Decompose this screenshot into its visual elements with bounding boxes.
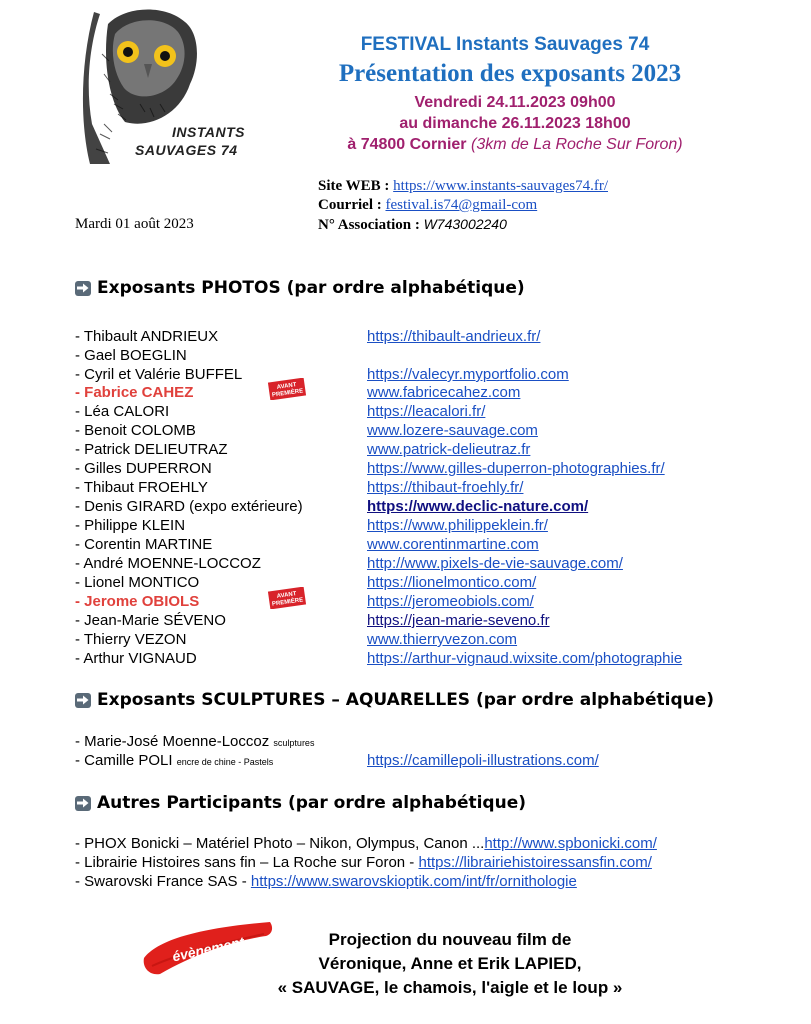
list-item xyxy=(75,554,261,573)
list-item xyxy=(75,327,218,346)
list-item xyxy=(75,611,226,630)
exhibitor-note: encre de chine - Pastels xyxy=(176,757,274,767)
exhibitor-link[interactable]: https://valecyr.myportfolio.com xyxy=(367,366,569,383)
exhibitor-name: - Gilles DUPERRON xyxy=(75,460,212,477)
arrow-right-icon xyxy=(75,693,91,708)
exhibitor-link[interactable]: https://jean-marie-seveno.fr xyxy=(367,612,550,629)
list-item xyxy=(75,732,314,751)
place-line xyxy=(330,136,700,154)
section-photos-heading xyxy=(75,278,525,298)
list-item xyxy=(75,834,657,853)
exhibitor-link[interactable]: https://thibaut-froehly.fr/ xyxy=(367,479,524,496)
list-item xyxy=(75,630,186,649)
list-item-link xyxy=(367,535,539,554)
web-line xyxy=(318,178,608,195)
presentation-title: Présentation des exposants 2023 xyxy=(338,60,682,87)
list-item xyxy=(75,478,208,497)
mail-link[interactable]: festival.is74@gmail-com xyxy=(385,197,538,213)
list-item xyxy=(75,497,303,516)
list-item-link xyxy=(367,383,520,402)
participant-text: - Swarovski France SAS - xyxy=(75,873,251,890)
section-autres-title: Autres Participants (par ordre alphabétique) xyxy=(97,793,527,813)
festival-title: FESTIVAL Instants Sauvages 74 xyxy=(360,34,650,55)
list-item-link xyxy=(367,497,588,516)
place-city: à 74800 Cornier xyxy=(347,136,467,153)
exhibitor-name: - Thibaut FROEHLY xyxy=(75,479,208,496)
owl-logo xyxy=(80,4,270,169)
mail-line xyxy=(318,197,537,214)
exhibitor-link[interactable]: www.lozere-sauvage.com xyxy=(367,422,538,439)
date-line-2: au dimanche 26.11.2023 18h00 xyxy=(399,115,631,132)
exhibitor-name: - Patrick DELIEUTRAZ xyxy=(75,441,228,458)
web-link[interactable]: https://www.instants-sauvages74.fr/ xyxy=(393,178,608,194)
list-item-link xyxy=(367,592,534,611)
list-item xyxy=(75,402,169,421)
list-item-link xyxy=(367,516,548,535)
exhibitor-name: - Lionel MONTICO xyxy=(75,574,200,591)
web-label: Site WEB : xyxy=(318,178,390,194)
badge-line2: PREMIÈRE xyxy=(271,597,304,608)
list-item xyxy=(75,459,212,478)
participant-link[interactable]: https://librairiehistoiressansfin.com/ xyxy=(418,854,652,871)
exhibitor-name: - Camille POLI xyxy=(75,752,173,769)
list-item-link xyxy=(367,573,536,592)
participant-text: - PHOX Bonicki – Matériel Photo – Nikon, Olympus, Canon ... xyxy=(75,835,485,852)
list-item-link xyxy=(367,630,517,649)
exhibitor-link[interactable]: https://www.declic-nature.com/ xyxy=(367,498,589,515)
exhibitor-link[interactable]: https://jeromeobiols.com/ xyxy=(367,593,534,610)
exhibitor-name: - Denis GIRARD (expo extérieure) xyxy=(75,498,303,515)
projection-line2: Véronique, Anne et Erik LAPIED, xyxy=(318,954,582,973)
exhibitor-link[interactable]: https://www.philippeklein.fr/ xyxy=(367,517,548,534)
assoc-label: N° Association : xyxy=(318,217,420,233)
exhibitor-name-highlight: - Jerome OBIOLS xyxy=(75,593,200,610)
badge-line2: PREMIÈRE xyxy=(271,388,304,399)
list-item xyxy=(75,872,577,891)
exhibitor-name: - Thibault ANDRIEUX xyxy=(75,328,219,345)
avant-premiere-badge xyxy=(266,587,308,609)
logo-text-line2: SAUVAGES 74 xyxy=(135,142,238,158)
list-item-link xyxy=(367,751,599,770)
section-sculptures-heading xyxy=(75,690,714,710)
participant-text: - Librairie Histoires sans fin – La Roche sur Foron - xyxy=(75,854,419,871)
list-item-link xyxy=(367,327,540,346)
exhibitor-note: sculptures xyxy=(273,738,315,748)
exhibitor-name: - Léa CALORI xyxy=(75,403,170,420)
list-item xyxy=(75,573,199,592)
list-item-link xyxy=(367,459,665,478)
assoc-line xyxy=(318,216,507,234)
exhibitor-name: - Marie-José Moenne-Loccoz xyxy=(75,733,270,750)
exhibitor-name: - Corentin MARTINE xyxy=(75,536,213,553)
list-item-link xyxy=(367,440,530,459)
date-line-1: Vendredi 24.11.2023 09h00 xyxy=(414,94,616,111)
list-item-link xyxy=(367,649,682,668)
exhibitor-link[interactable]: https://lionelmontico.com/ xyxy=(367,574,537,591)
list-item-link xyxy=(367,478,523,497)
logo-text-line1: INSTANTS xyxy=(172,124,245,140)
list-item xyxy=(75,516,185,535)
section-sculptures-title: Exposants SCULPTURES – AQUARELLES (par ordre alphabétique) xyxy=(97,690,715,710)
list-item xyxy=(75,346,187,365)
list-item xyxy=(75,853,652,872)
exhibitor-name: - Philippe KLEIN xyxy=(75,517,186,534)
exhibitor-name-highlight: - Fabrice CAHEZ xyxy=(75,384,194,401)
projection-line3: « SAUVAGE, le chamois, l'aigle et le loup » xyxy=(277,978,623,997)
list-item-link xyxy=(367,554,623,573)
exhibitor-name: - André MOENNE-LOCCOZ xyxy=(75,555,261,572)
badge-line1: AVANT xyxy=(276,382,297,391)
arrow-right-icon xyxy=(75,281,91,296)
exhibitor-name: - Jean-Marie SÉVENO xyxy=(75,612,226,629)
exhibitor-name: - Cyril et Valérie BUFFEL xyxy=(75,366,243,383)
badge-line1: AVANT xyxy=(276,591,297,600)
projection-line1: Projection du nouveau film de xyxy=(328,930,572,949)
exhibitor-name: - Gael BOEGLIN xyxy=(75,347,187,364)
section-photos-title: Exposants PHOTOS (par ordre alphabétique) xyxy=(97,278,525,298)
assoc-value: W743002240 xyxy=(423,216,507,232)
exhibitor-link[interactable]: https://thibault-andrieux.fr/ xyxy=(367,328,541,345)
exhibitor-link[interactable]: www.thierryvezon.com xyxy=(367,631,518,648)
evenement-label: évènement xyxy=(170,933,246,965)
avant-premiere-badge xyxy=(266,378,308,400)
list-item-link xyxy=(367,611,550,630)
arrow-right-icon xyxy=(75,796,91,811)
list-item xyxy=(75,440,228,459)
exhibitor-name: - Benoit COLOMB xyxy=(75,422,196,439)
list-item xyxy=(75,649,197,668)
exhibitor-link[interactable]: http://www.pixels-de-vie-sauvage.com/ xyxy=(367,555,623,572)
list-item xyxy=(75,383,193,402)
exhibitor-link[interactable]: https://arthur-vignaud.wixsite.com/photographie xyxy=(367,650,683,667)
exhibitor-link[interactable]: https://leacalori.fr/ xyxy=(367,403,486,420)
list-item-link xyxy=(367,402,485,421)
list-item xyxy=(75,365,242,384)
list-item xyxy=(75,535,212,554)
participant-link[interactable]: https://www.swarovskioptik.com/int/fr/ornithologie xyxy=(250,873,577,890)
projection-block xyxy=(240,928,660,1000)
exhibitor-link[interactable]: www.corentinmartine.com xyxy=(367,536,539,553)
list-item xyxy=(75,751,273,770)
mail-label: Courriel : xyxy=(318,197,382,213)
document-date: Mardi 01 août 2023 xyxy=(75,216,194,232)
place-note: (3km de La Roche Sur Foron) xyxy=(470,136,683,153)
list-item-link xyxy=(367,365,569,384)
section-autres-heading xyxy=(75,793,526,813)
exhibitor-link[interactable]: www.fabricecahez.com xyxy=(367,384,521,401)
list-item xyxy=(75,421,196,440)
exhibitor-link[interactable]: https://camillepoli-illustrations.com/ xyxy=(367,752,599,769)
list-item-link xyxy=(367,421,538,440)
participant-link[interactable]: http://www.spbonicki.com/ xyxy=(484,835,657,852)
exhibitor-link[interactable]: www.patrick-delieutraz.fr xyxy=(367,441,531,458)
list-item xyxy=(75,592,199,611)
exhibitor-name: - Thierry VEZON xyxy=(75,631,187,648)
exhibitor-name: - Arthur VIGNAUD xyxy=(75,650,197,667)
exhibitor-link[interactable]: https://www.gilles-duperron-photographies.fr/ xyxy=(367,460,665,477)
